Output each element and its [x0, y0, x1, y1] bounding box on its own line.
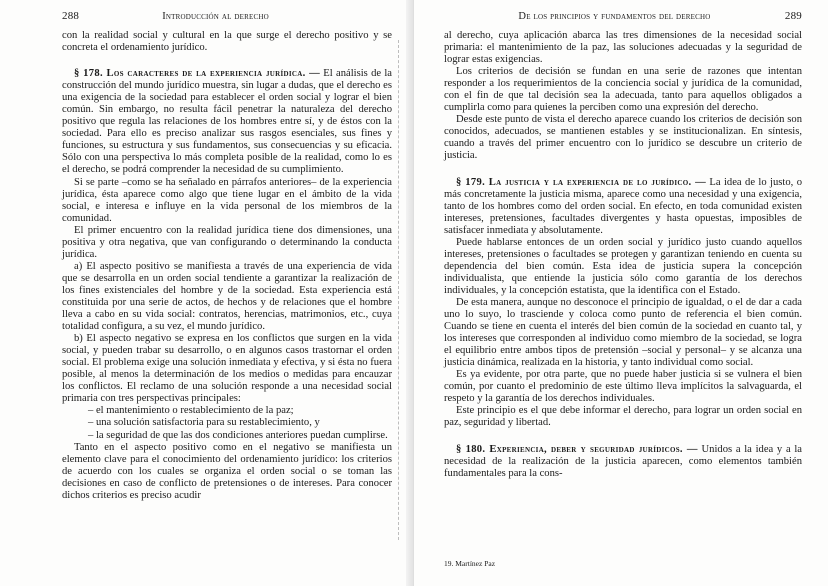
body-paragraph: Este principio es el que debe informar el derecho, para lograr un orden social en paz, seguridad y libertad.: [444, 405, 802, 429]
right-page: [414, 0, 828, 586]
page-footer-note: 19. Martínez Paz: [444, 559, 496, 568]
right-page-text: [444, 30, 802, 480]
left-running-title: Introducción al derecho: [162, 11, 269, 22]
body-paragraph: Puede hablarse entonces de un orden social y jurídico justo cuando aquellos intereses, pretensiones o facultades se protegen y garantizan teniendo en cuenta su dependencia del bien común. Esta idea de justicia supera la concepción individualista, que entiende la justicia sólo como garantía de los derechos individuales, y la concepción estatista, que la identifica con el Estado.: [444, 236, 802, 296]
list-item: – una solución satisfactoria para su restablecimiento, y: [88, 417, 320, 429]
section-paragraph: [62, 68, 392, 176]
section-paragraph: [444, 177, 802, 237]
section-body: Unidos a la idea y a la necesidad de la realización de la justicia aparecen, como elementos también fundamentales para la cons-: [444, 443, 802, 479]
body-paragraph: a) El aspecto positivo se manifiesta a través de una experiencia de vida que se desarrolla en un orden social tendiente a garantizar la realización de los fines existenciales del hombre y de la sociedad. Esta experiencia está constituida por una serie de actos, de hechos y de relaciones que el hombre lleva a cabo en su vida social: contratos, herencias, matrimonios, etc., cuya totalidad configura, a su vez, el mundo jurídico.: [62, 260, 392, 333]
section-heading: § 180. Experiencia, deber y seguridad jurídicos. —: [456, 443, 698, 455]
body-paragraph: Desde este punto de vista el derecho aparece cuando los criterios de decisión son conocidos, adecuados, se mantienen estables y se institucionalizan. En síntesis, cuando a través del primer encuentro con lo jurídico se descubre un criterio de justicia.: [444, 114, 802, 162]
body-paragraph: El primer encuentro con la realidad jurídica tiene dos dimensiones, una positiva y otra negativa, que van configurando o determinando la conducta jurídica.: [62, 224, 392, 260]
section-heading: § 179. La justicia y la experiencia de lo jurídico. —: [456, 176, 706, 188]
body-paragraph: De esta manera, aunque no desconoce el principio de igualdad, o el de dar a cada uno lo suyo, lo trasciende y coloca como punto de referencia el bien común. Cuando se tiene en cuenta el interés del bien común de la sociedad en cuanto tal, y los intereses que corresponden al individuo como miembro de la sociedad, se logra el equilibrio entre ambos tipos de pretensión –social y personal– y se alcanza una justicia dinámica, realizada en la historia, y tanto individual como social.: [444, 296, 802, 369]
left-page-number: 288: [62, 10, 80, 22]
fold-mark: [398, 40, 399, 540]
section-body: La idea de lo justo, o más concretamente la justicia misma, aparece como una necesidad y una exigencia, tanto de los hombres como del orden social. En efecto, en toda comunidad existen intereses, pretensiones, facultades divergentes y hasta opuestas, imposibles de satisfacer inmediata y absolutamente.: [444, 176, 802, 236]
right-running-head: [444, 10, 802, 30]
left-running-head: [62, 10, 392, 30]
list-item: – la seguridad de que las dos condiciones anteriores puedan cumplirse.: [88, 429, 388, 441]
list-item: – el mantenimiento o restablecimiento de la paz;: [88, 405, 294, 417]
section-heading: § 178. Los caracteres de la experiencia jurídica. —: [74, 68, 320, 80]
body-paragraph: Si se parte –como se ha señalado en párrafos anteriores– de la experiencia jurídica, ésta aparece como algo que tiene lugar en el ámbito de la vida social, e interesa e influye en la vida personal de los miembros de la comunidad.: [62, 176, 392, 224]
body-paragraph: Tanto en el aspecto positivo como en el negativo se manifiesta un elemento clave para el conocimiento del ordenamiento jurídico: los criterios de acuerdo con los cuales se organiza el orden social o se toman las decisiones en caso de conflicto de pretensiones o de intereses. Para conocer dichos criterios es preciso acudir: [62, 441, 392, 501]
right-running-title: De los principios y fundamentos del derecho: [518, 11, 711, 22]
body-paragraph: b) El aspecto negativo se expresa en los conflictos que surgen en la vida social, y pueden trabar su desarrollo, o en algunos casos trastornar el orden social. El problema exige una solución inmediata y efectiva, y si ésta no fuera posible, al menos la determinación de los medios o medidas para encauzar los conflictos. El reclamo de una solución responde a una necesidad social primaria con tres perspectivas principales:: [62, 333, 392, 405]
section-body: El análisis de la construcción del mundo jurídico muestra, sin lugar a dudas, que el derecho es una exigencia de la sociedad para establecer el orden social y lograr el bien común. Sin embargo, no resulta fácil penetrar la naturaleza del derecho positivo que regula las relaciones de los hombres entre sí, y de éstos con la sociedad. Para ello es preciso analizar sus rasgos esenciales, sus fines y funciones, su estructura y sus fundamentos, sus consecuencias y su eficacia. Sólo con una perspectiva lo más completa posible de la realidad, como lo es el derecho, se podrá comprender la necesidad de su cumplimiento.: [62, 68, 392, 176]
body-paragraph: Los criterios de decisión se fundan en una serie de razones que intentan responder a los requerimientos de la conciencia social y jurídica de la comunidad, con el fin de que tal decisión sea la adecuada, tanto para aquellos obligados a cumplirla como para quienes la perciben como una expresión del derecho.: [444, 66, 802, 114]
left-page-text: [62, 30, 392, 502]
right-page-number: 289: [784, 10, 802, 22]
body-paragraph: Es ya evidente, por otra parte, que no puede haber justicia si se vulnera el bien común, por cuanto el predominio de este último lleva implícitos la salvaguarda, el respeto y la garantía de los derechos individuales.: [444, 369, 802, 405]
continued-paragraph: al derecho, cuya aplicación abarca las tres dimensiones de la necesidad social primaria: el mantenimiento de la paz, las soluciones adecuadas y la seguridad de lograr estas exigencias.: [444, 30, 802, 66]
continued-paragraph: con la realidad social y cultural en la que surge el derecho positivo y se concreta el ordenamiento jurídico.: [62, 30, 392, 54]
section-paragraph: [444, 444, 802, 480]
